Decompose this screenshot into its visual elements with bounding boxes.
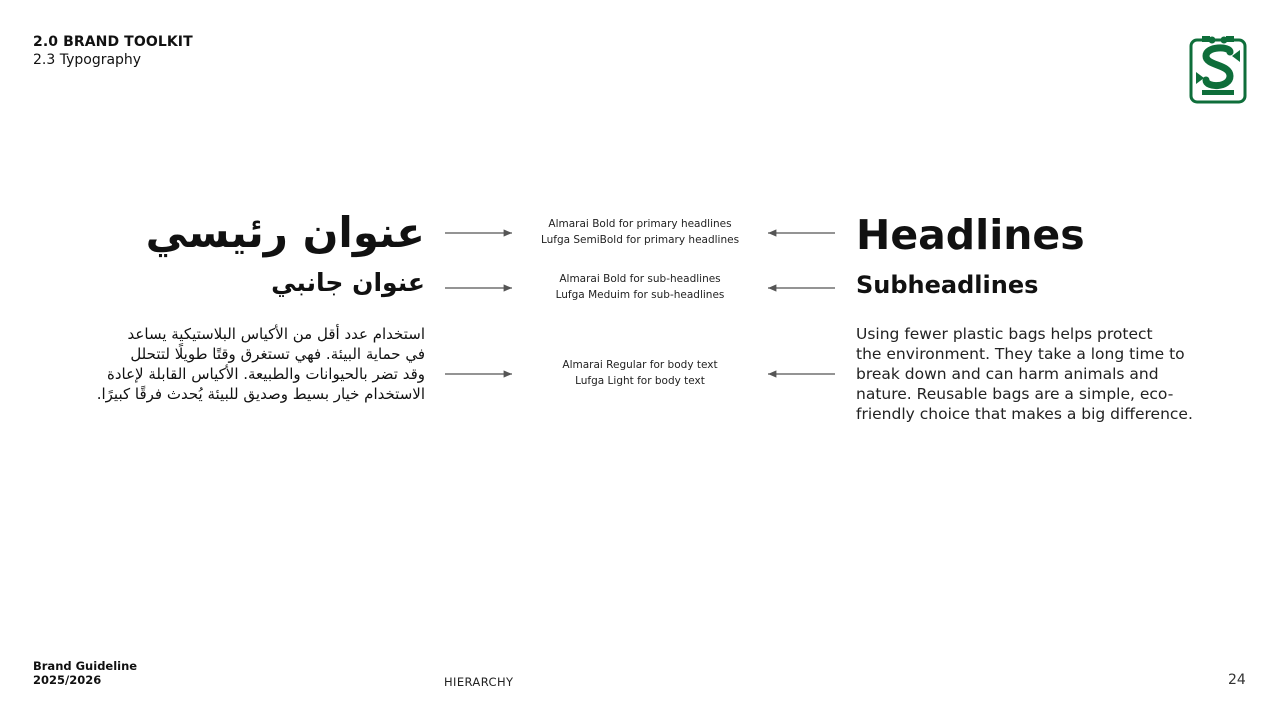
body-note-english: Lufga Light for body text (575, 374, 705, 387)
arabic-body-line: في حماية البيئة. فهي تستغرق وقتًا طويلًا لتتحلل (130, 345, 425, 363)
body-note-arabic: Almarai Regular for body text (562, 359, 718, 371)
subheadline-note-arabic: Almarai Bold for sub-headlines (559, 273, 721, 285)
headline-note-english: Lufga SemiBold for primary headlines (540, 233, 740, 246)
english-body-line: the environment. They take a long time to (856, 345, 1185, 363)
page-number: 24 (1228, 672, 1246, 688)
arabic-subheadline: عنوان جانبي (271, 268, 425, 297)
english-body-text (856, 324, 1216, 424)
arabic-body-text (75, 324, 425, 404)
arabic-headline: عنوان رئيسي (145, 208, 425, 257)
subheadline-font-note (520, 272, 760, 303)
arabic-body-line: استخدام عدد أقل من الأكياس البلاستيكية يساعد (127, 325, 425, 343)
section-title: 2.3 Typography (33, 52, 142, 68)
english-body-line: Using fewer plastic bags helps protect (856, 325, 1153, 343)
footer-doc-name: Brand Guideline (33, 659, 138, 673)
headline-note-arabic: Almarai Bold for primary headlines (548, 218, 732, 230)
footer-document-info (33, 659, 137, 687)
arabic-body-line: وقد تضر بالحيوانات والطبيعة. الأكياس القابلة لإعادة (106, 365, 425, 383)
footer-doc-year: 2025/2026 (33, 673, 102, 687)
brand-logo-icon (1188, 32, 1248, 106)
english-body-line: friendly choice that makes a big difference. (856, 405, 1193, 423)
subheadline-note-english: Lufga Meduim for sub-headlines (555, 288, 725, 301)
english-headline: Headlines (856, 211, 1085, 259)
toolkit-title: 2.0 BRAND TOOLKIT (33, 34, 193, 50)
arabic-body-line: الاستخدام خيار بسيط وصديق للبيئة يُحدث فرقًا كبيرًا. (96, 385, 425, 403)
english-subheadline: Subheadlines (856, 271, 1039, 299)
body-font-note (520, 358, 760, 389)
english-body-line: nature. Reusable bags are a simple, eco- (856, 385, 1174, 403)
english-body-line: break down and can harm animals and (856, 365, 1159, 383)
headline-font-note (520, 217, 760, 248)
footer-section-label: HIERARCHY (444, 675, 514, 689)
